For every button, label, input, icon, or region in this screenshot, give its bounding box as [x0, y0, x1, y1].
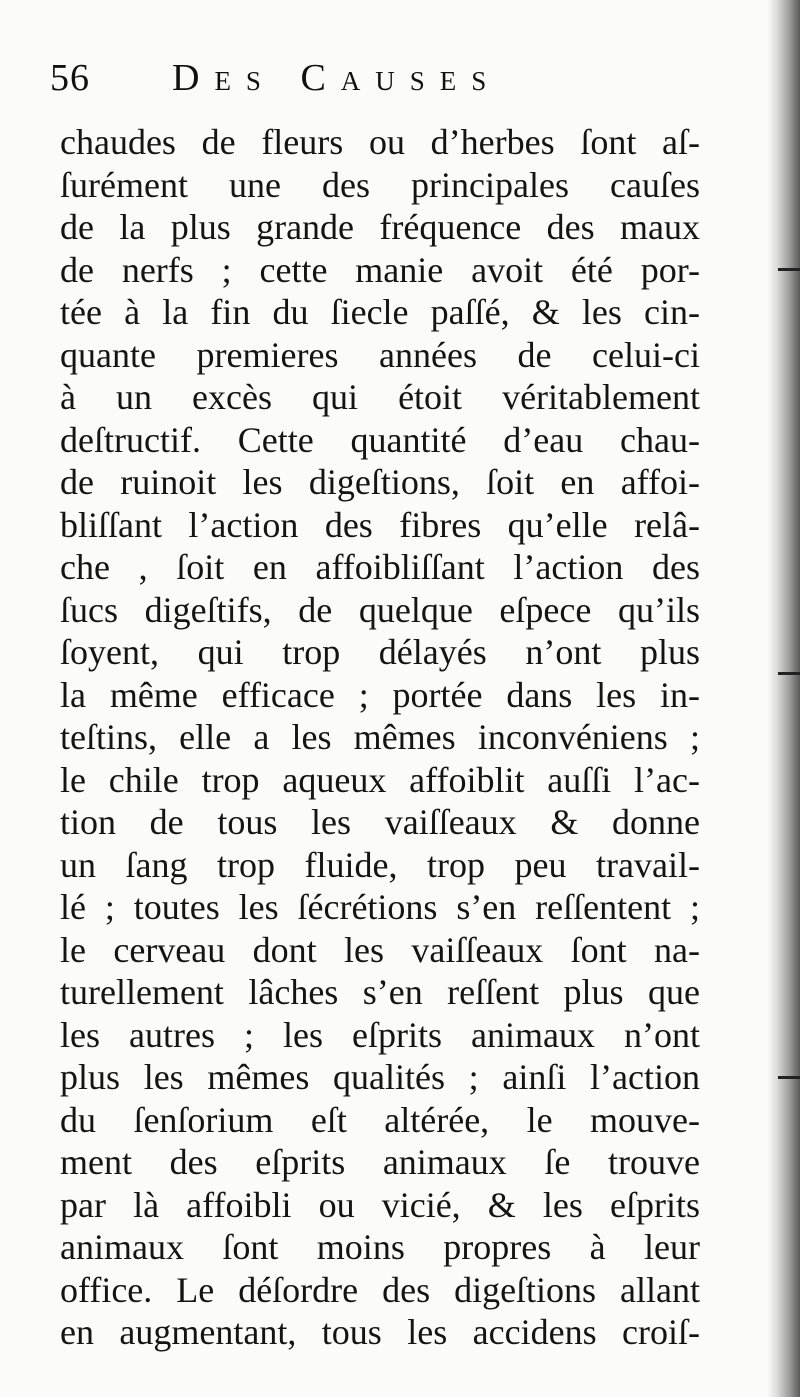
text-line: che , ſoit en affoibliſſant l’action des	[60, 547, 700, 587]
edge-mark	[778, 268, 800, 271]
text-line: en augmentant, tous les accidens croiſ-	[60, 1312, 700, 1352]
text-line: ſoyent, qui trop délayés n’ont plus	[60, 632, 700, 672]
page-number: 56	[50, 57, 90, 99]
body-text	[60, 121, 700, 1354]
text-line: par là affoibli ou vicié, & les eſprits	[60, 1184, 700, 1225]
text-line: un ſang trop fluide, trop peu travail-	[60, 844, 700, 885]
running-head: Des Causes	[172, 57, 502, 99]
text-line: plus les mêmes qualités ; ainſi l’action	[60, 1057, 700, 1097]
text-line: bliſſant l’action des fibres qu’elle relâ-	[60, 504, 700, 545]
edge-mark	[778, 672, 800, 675]
text-line: lé ; toutes les ſécrétions s’en reſſentent ;	[60, 887, 700, 927]
text-line: à un excès qui étoit véritablement	[60, 377, 700, 417]
text-line: teſtins, elle a les mêmes inconvéniens ;	[60, 717, 700, 757]
text-line: deſtructif. Cette quantité d’eau chau-	[60, 419, 700, 460]
text-line: le chile trop aqueux affoiblit auſſi l’ac-	[60, 759, 700, 800]
text-line: ment des eſprits animaux ſe trouve	[60, 1142, 700, 1182]
text-line: de ruinoit les digeſtions, ſoit en affoi-	[60, 462, 700, 502]
text-line: ſurément une des principales cauſes	[60, 164, 700, 205]
text-line: les autres ; les eſprits animaux n’ont	[60, 1014, 700, 1055]
text-line: ſucs digeſtifs, de quelque eſpece qu’ils	[60, 589, 700, 630]
text-line: quante premieres années de celui-ci	[60, 334, 700, 375]
text-line: office. Le déſordre des digeſtions allant	[60, 1269, 700, 1310]
page-header	[50, 48, 750, 108]
text-line: animaux ſont moins propres à leur	[60, 1227, 700, 1267]
text-line: du ſenſorium eſt altérée, le mouve-	[60, 1099, 700, 1140]
text-line: chaudes de fleurs ou d’herbes ſont aſ-	[60, 122, 700, 162]
text-line: la même efficace ; portée dans les in-	[60, 674, 700, 715]
edge-mark	[778, 1076, 800, 1079]
page-gutter-shadow	[766, 0, 800, 1397]
text-line: de la plus grande fréquence des maux	[60, 207, 700, 247]
text-line: de nerfs ; cette manie avoit été por-	[60, 249, 700, 290]
text-line: tée à la fin du ſiecle paſſé, & les cin-	[60, 292, 700, 332]
text-line: tion de tous les vaiſſeaux & donne	[60, 802, 700, 842]
text-line: le cerveau dont les vaiſſeaux ſont na-	[60, 929, 700, 970]
text-line: turellement lâches s’en reſſent plus que	[60, 972, 700, 1012]
